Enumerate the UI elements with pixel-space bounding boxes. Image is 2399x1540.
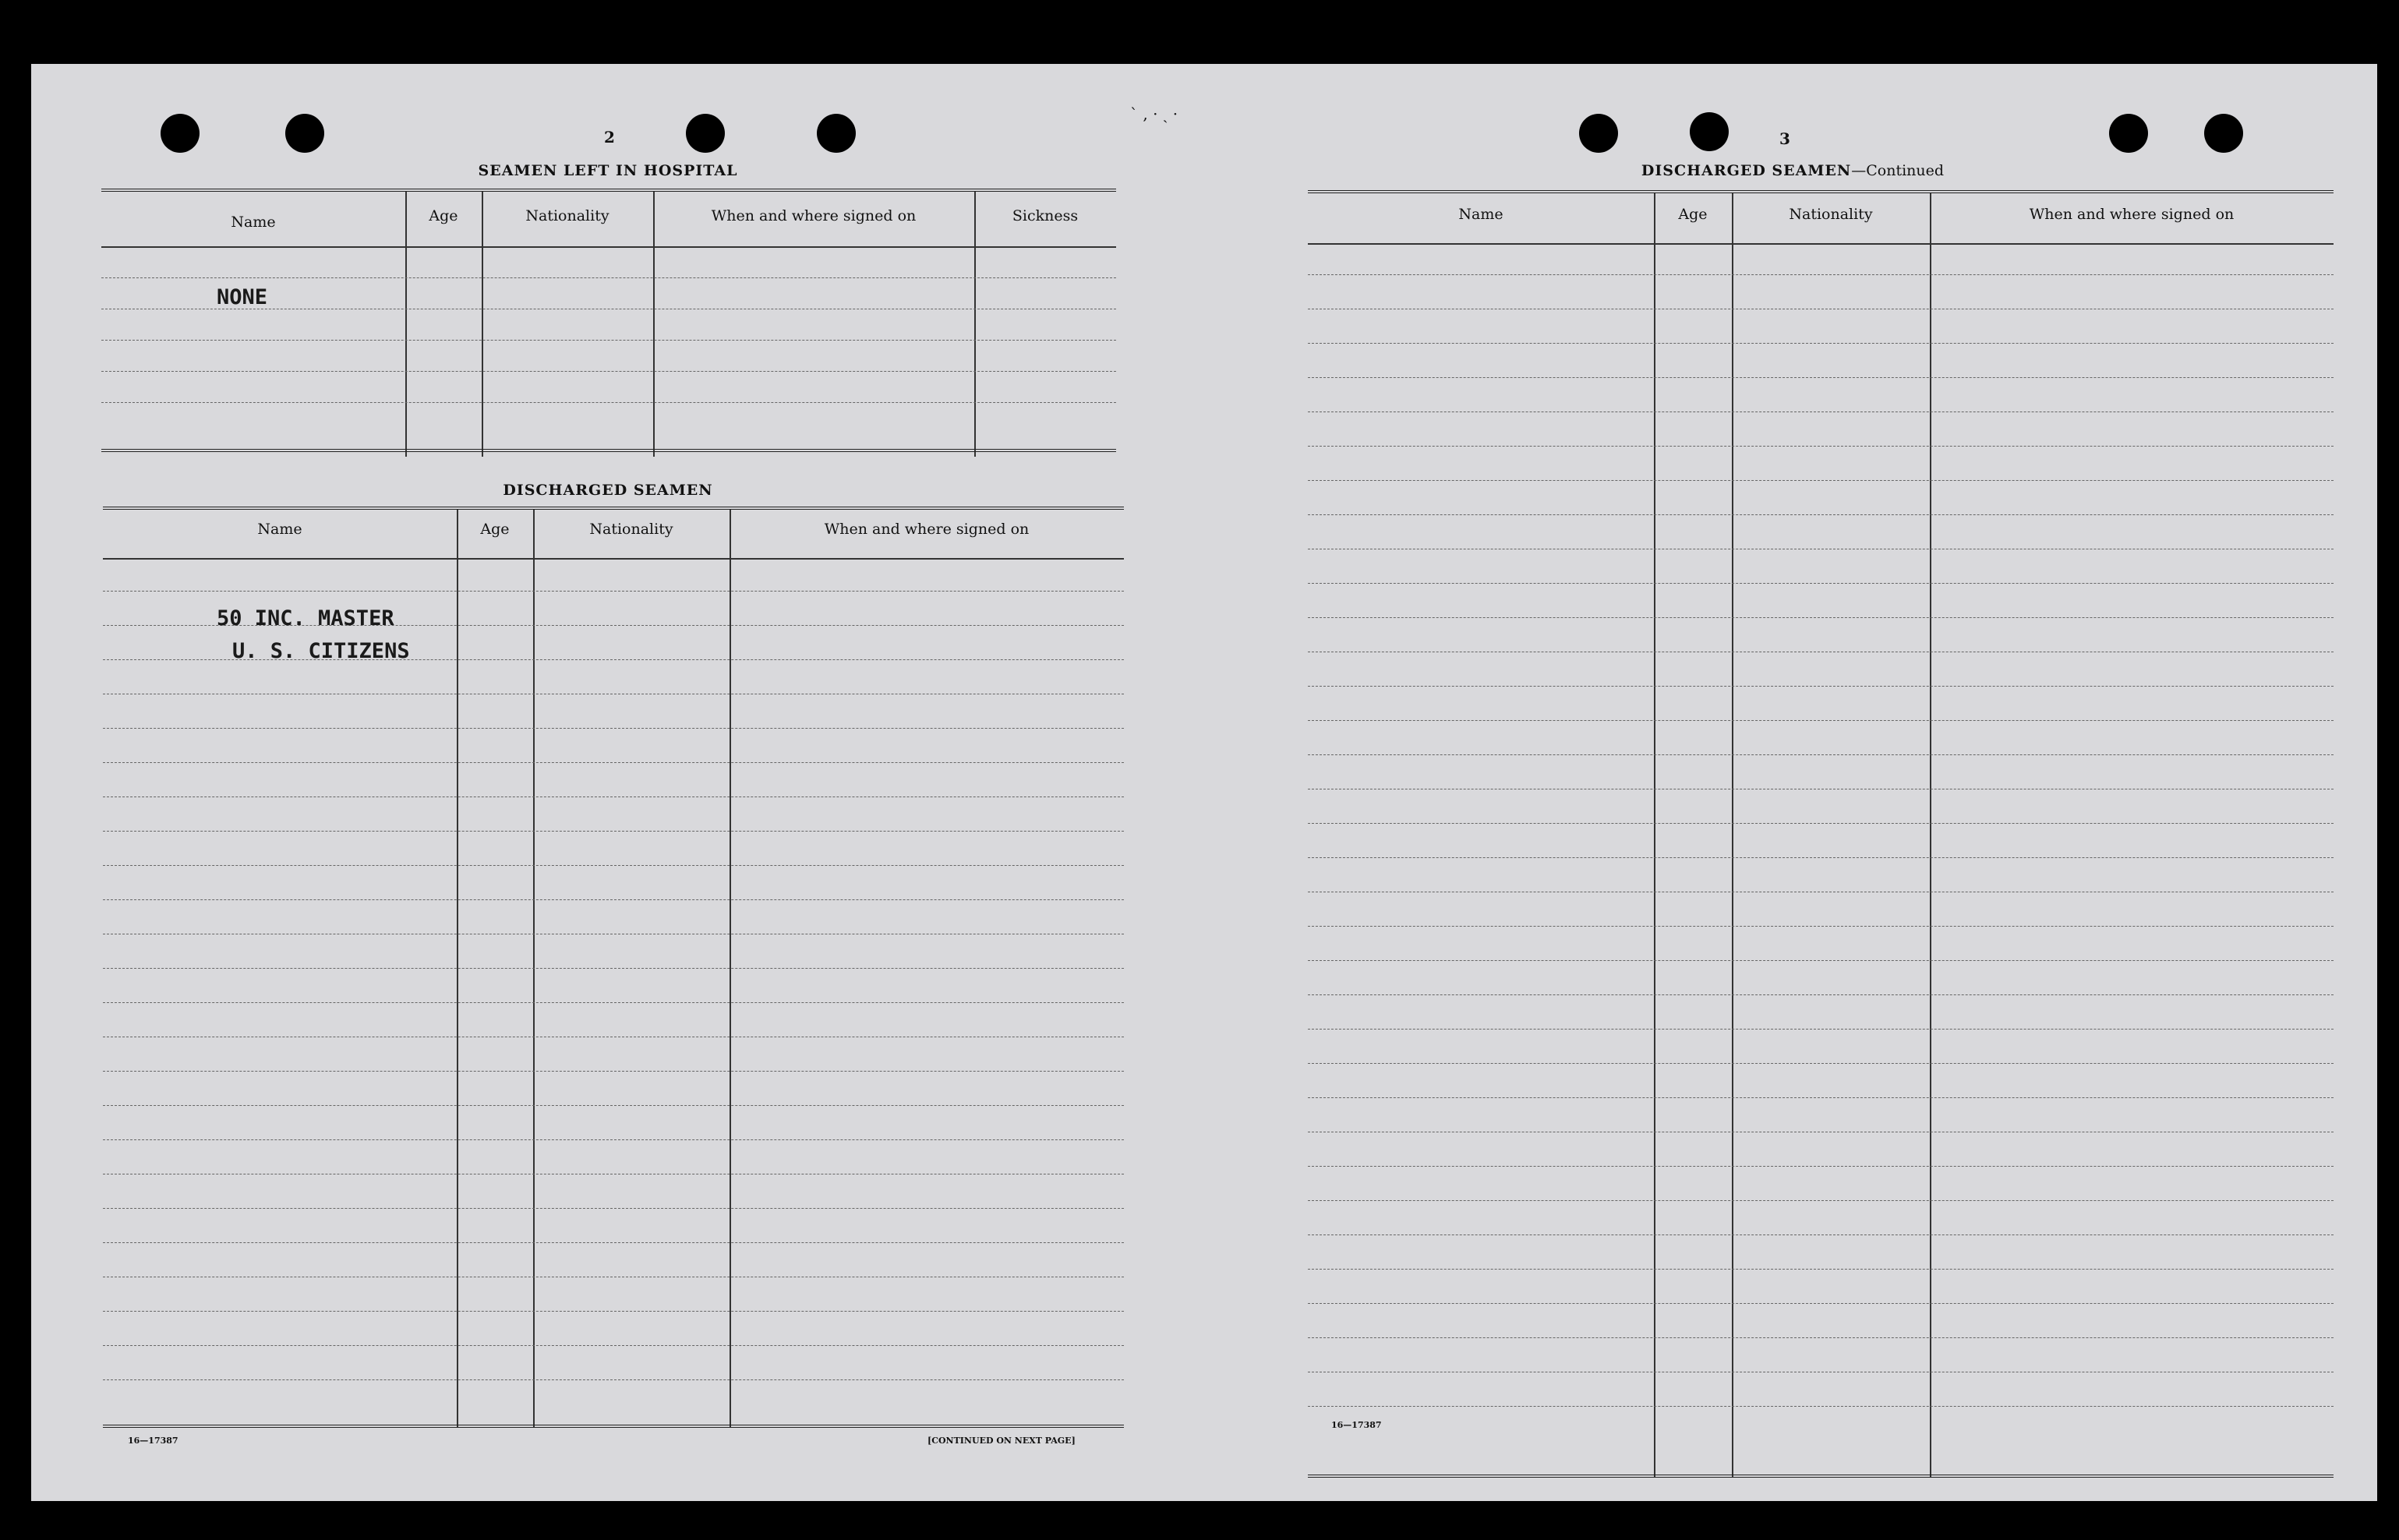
row-line: [103, 762, 1124, 763]
column-header-name: Name: [257, 521, 302, 538]
row-line: [1308, 1029, 2334, 1030]
scan-mark: ` , · ˏ ·: [1130, 104, 1178, 123]
row-line: [101, 340, 1116, 341]
row-line: [103, 591, 1124, 592]
row-line: [1308, 583, 2334, 584]
column-divider: [974, 192, 976, 457]
column-divider: [405, 192, 407, 457]
row-line: [1308, 720, 2334, 721]
table-bottom-rule: [101, 449, 1116, 452]
column-header-age: Age: [480, 521, 510, 538]
row-line: [1308, 480, 2334, 481]
discharged-entry-citizenship: U. S. CITIZENS: [232, 639, 410, 663]
row-line: [103, 1139, 1124, 1140]
row-line: [1308, 514, 2334, 515]
hospital-section-title: SEAMEN LEFT IN HOSPITAL: [478, 162, 738, 179]
row-line: [103, 1208, 1124, 1209]
form-number: 16—17387: [1331, 1420, 1382, 1430]
discharged-entry-count: 50 INC. MASTER: [217, 606, 394, 630]
column-divider: [730, 510, 731, 1428]
page-number: 3: [1779, 129, 1790, 148]
row-line: [1308, 1303, 2334, 1304]
discharged-continued-table: [1308, 190, 2334, 1478]
row-line: [1308, 1097, 2334, 1098]
row-line: [103, 1071, 1124, 1072]
row-line: [1308, 960, 2334, 961]
right-page: [1130, 64, 2377, 1501]
column-header-nationality: Nationality: [1789, 206, 1873, 223]
row-line: [1308, 926, 2334, 927]
row-line: [1308, 274, 2334, 275]
column-divider: [533, 510, 535, 1428]
row-line: [103, 1002, 1124, 1003]
row-line: [1308, 1337, 2334, 1338]
row-line: [1308, 754, 2334, 755]
punch-hole: [285, 114, 324, 153]
row-line: [101, 277, 1116, 278]
row-line: [1308, 1234, 2334, 1235]
row-line: [103, 1311, 1124, 1312]
row-line: [103, 1105, 1124, 1106]
row-line: [103, 1345, 1124, 1346]
discharged-continued-title: [1559, 162, 2026, 179]
row-line: [1308, 411, 2334, 412]
punch-hole: [1690, 112, 1729, 151]
row-line: [103, 968, 1124, 969]
row-line: [103, 1242, 1124, 1243]
row-line: [1308, 823, 2334, 824]
discharged-section-title: DISCHARGED SEAMEN: [503, 482, 713, 499]
column-divider: [457, 510, 458, 1428]
table-bottom-rule: [103, 1425, 1124, 1428]
row-line: [103, 728, 1124, 729]
title-continued: —Continued: [1851, 162, 1945, 179]
column-divider: [653, 192, 655, 457]
column-header-nationality: Nationality: [525, 207, 609, 224]
row-line: [1308, 857, 2334, 858]
row-line: [1308, 446, 2334, 447]
continued-note: [CONTINUED ON NEXT PAGE]: [927, 1436, 1076, 1446]
row-line: [1308, 343, 2334, 344]
column-header-nationality: Nationality: [589, 521, 673, 538]
column-divider: [482, 192, 483, 457]
column-header-signed-on: When and where signed on: [2029, 206, 2235, 223]
title-main: DISCHARGED SEAMEN: [1641, 162, 1852, 179]
row-line: [1308, 1166, 2334, 1167]
row-line: [103, 1379, 1124, 1380]
column-header-name: Name: [231, 214, 276, 231]
row-line: [1308, 617, 2334, 618]
document-sheet: [31, 64, 2377, 1501]
column-divider: [1654, 193, 1655, 1478]
row-line: [1308, 994, 2334, 995]
punch-hole: [2204, 114, 2243, 153]
row-line: [1308, 1406, 2334, 1407]
punch-hole: [1579, 114, 1618, 153]
row-line: [1308, 1063, 2334, 1064]
page-number: 2: [604, 128, 615, 147]
hospital-table: [101, 189, 1116, 457]
column-header-signed-on: When and where signed on: [824, 521, 1030, 538]
row-line: [101, 402, 1116, 403]
left-page: [31, 64, 1200, 1501]
table-bottom-rule: [1308, 1475, 2334, 1478]
row-line: [1308, 686, 2334, 687]
row-line: [1308, 377, 2334, 378]
punch-hole: [686, 114, 725, 153]
form-number: 16—17387: [128, 1436, 178, 1446]
row-line: [1308, 1200, 2334, 1201]
column-header-sickness: Sickness: [1012, 207, 1079, 224]
row-line: [103, 899, 1124, 900]
column-header-age: Age: [1678, 206, 1708, 223]
hospital-entry: NONE: [217, 285, 268, 309]
column-header-age: Age: [429, 207, 458, 224]
punch-hole: [2109, 114, 2148, 153]
row-line: [1308, 1269, 2334, 1270]
row-line: [103, 796, 1124, 797]
row-line: [103, 865, 1124, 866]
row-line: [101, 371, 1116, 372]
column-header-signed-on: When and where signed on: [711, 207, 917, 224]
column-divider: [1930, 193, 1931, 1478]
punch-hole: [817, 114, 856, 153]
column-divider: [1732, 193, 1733, 1478]
column-header-name: Name: [1458, 206, 1503, 223]
row-line: [103, 831, 1124, 832]
punch-hole: [161, 114, 200, 153]
